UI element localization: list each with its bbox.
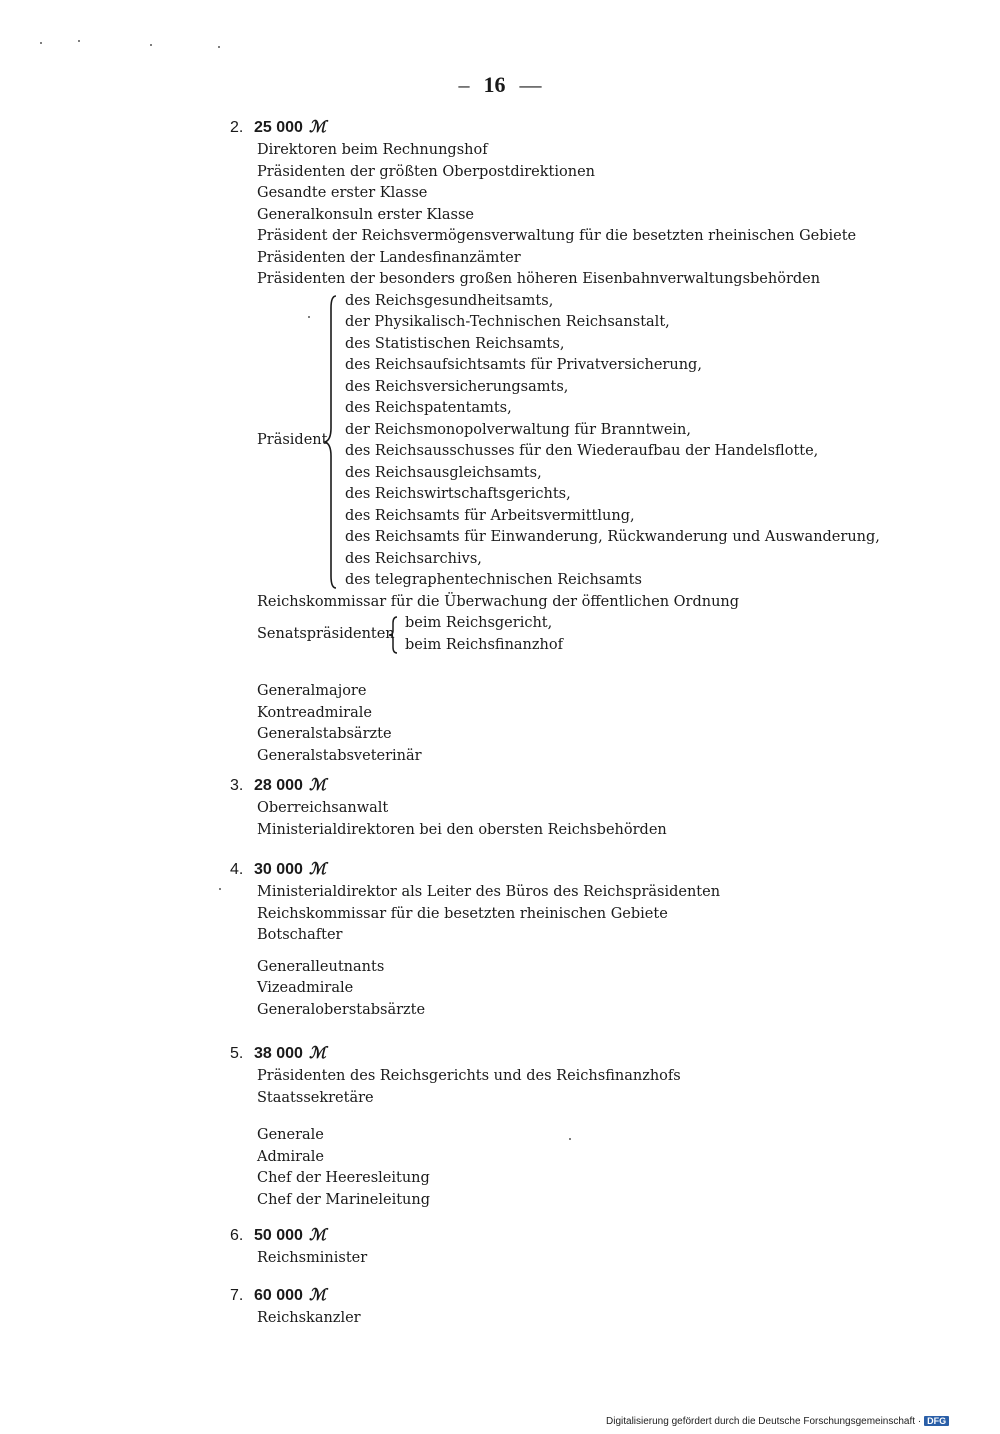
- list-item: Ministerialdirektoren bei den obersten Reichsbehörden: [257, 821, 667, 838]
- section-number: 6.: [230, 1227, 244, 1244]
- senat-list: [405, 613, 563, 656]
- section-number: 2.: [230, 119, 244, 136]
- list-item: der Reichsmonopolverwaltung für Branntwein,: [345, 421, 691, 438]
- section-5: [230, 1042, 681, 1211]
- dfg-logo: DFG: [924, 1416, 949, 1426]
- list-item: Botschafter: [257, 927, 343, 943]
- scan-speck: [78, 40, 80, 42]
- group-label: Präsident: [257, 431, 328, 448]
- list-item: Admirale: [257, 1148, 324, 1165]
- section-6: [230, 1224, 367, 1270]
- list-item: Präsidenten des Reichsgerichts und des Reichsfinanzhofs: [257, 1068, 681, 1084]
- currency-mark: ℳ: [308, 1045, 327, 1062]
- list-item: des Reichsversicherungsamts,: [345, 378, 569, 395]
- list-item: des Statistischen Reichsamts,: [345, 335, 565, 352]
- footer-credit: Digitalisierung gefördert durch die Deutsche Forschungsgemeinschaft · DFG: [606, 1416, 949, 1427]
- section-heading: [230, 116, 856, 140]
- section-3: [230, 774, 667, 841]
- list-item: Ministerialdirektor als Leiter des Büros des Reichspräsidenten: [257, 884, 721, 900]
- list-item: des telegraphentechnischen Reichsamts: [345, 572, 642, 588]
- list-item: Generalleutnants: [257, 958, 385, 975]
- spacer: [257, 1109, 681, 1125]
- section-heading: [230, 1042, 681, 1066]
- item-list: [257, 1308, 361, 1330]
- curly-brace-icon: [323, 294, 339, 590]
- scan-speck: [40, 42, 42, 44]
- scan-speck: [308, 316, 310, 318]
- list-item: des Reichsgesundheitsamts,: [345, 292, 554, 309]
- section-number: 7.: [230, 1287, 244, 1304]
- list-item: Generalkonsuln erster Klasse: [257, 206, 474, 223]
- salary-amount: 25 000: [254, 119, 303, 136]
- section-number: 4.: [230, 861, 244, 878]
- list-item: Generalstabsveterinär: [257, 747, 422, 764]
- list-item: Generalmajore: [257, 683, 367, 699]
- list-item: Kontreadmirale: [257, 704, 372, 721]
- page-number-value: 16: [483, 72, 506, 97]
- curly-brace-icon: [387, 616, 399, 654]
- list-item: des Reichsausgleichsamts,: [345, 464, 542, 481]
- item-list: [257, 1248, 367, 1270]
- salary-amount: 38 000: [254, 1045, 303, 1062]
- salary-amount: 50 000: [254, 1227, 303, 1244]
- item-list: [257, 798, 667, 841]
- section-heading: [230, 1224, 367, 1248]
- spacer: [257, 657, 856, 681]
- currency-mark: ℳ: [308, 861, 327, 878]
- section-number: 5.: [230, 1045, 244, 1062]
- list-item: Vizeadmirale: [257, 980, 354, 996]
- scan-speck: [219, 888, 221, 890]
- item-list: [257, 140, 880, 767]
- list-item: Generale: [257, 1127, 324, 1143]
- section-7: [230, 1284, 361, 1330]
- section-number: 3.: [230, 777, 244, 794]
- list-item: des Reichsausschusses für den Wiederaufbau der Handelsflotte,: [345, 443, 819, 459]
- dash-right: —: [519, 72, 542, 97]
- salary-amount: 28 000: [254, 777, 303, 794]
- list-item: des Reichsarchivs,: [345, 550, 482, 567]
- salary-amount: 60 000: [254, 1287, 303, 1304]
- section-4: [230, 858, 720, 1021]
- list-item: des Reichsamts für Arbeitsvermittlung,: [345, 507, 635, 524]
- list-item: Gesandte erster Klasse: [257, 185, 428, 201]
- list-item: Reichskommissar für die besetzten rheinischen Gebiete: [257, 905, 668, 922]
- footer-text: Digitalisierung gefördert durch die Deutsche Forschungsgemeinschaft: [606, 1416, 916, 1427]
- section-heading: [230, 1284, 361, 1308]
- salary-amount: 30 000: [254, 861, 303, 878]
- list-item: des Reichsamts für Einwanderung, Rückwanderung und Auswanderung,: [345, 529, 880, 545]
- section-heading: [230, 774, 667, 798]
- list-item: Generaloberstabsärzte: [257, 1001, 426, 1018]
- currency-mark: ℳ: [308, 1287, 327, 1304]
- senat-group: [257, 613, 856, 657]
- list-item: Direktoren beim Rechnungshof: [257, 142, 488, 158]
- scan-speck: [150, 44, 152, 46]
- list-item: des Reichsaufsichtsamts für Privatversicherung,: [345, 357, 702, 373]
- list-item: beim Reichsgericht,: [405, 615, 553, 631]
- dash-left: –: [458, 72, 470, 97]
- scan-speck: [569, 1138, 571, 1140]
- list-item: Chef der Marineleitung: [257, 1191, 431, 1208]
- list-item: Präsidenten der größten Oberpostdirektionen: [257, 163, 595, 180]
- currency-mark: ℳ: [308, 1227, 327, 1244]
- currency-mark: ℳ: [308, 777, 327, 794]
- list-item: Präsidenten der besonders großen höheren Eisenbahnverwaltungsbehörden: [257, 271, 821, 287]
- list-item: beim Reichsfinanzhof: [405, 636, 563, 653]
- list-item: Reichskommissar für die Überwachung der öffentlichen Ordnung: [257, 593, 740, 610]
- section-heading: [230, 858, 720, 882]
- list-item: des Reichspatentamts,: [345, 400, 512, 416]
- item-list: [257, 882, 720, 1021]
- list-item: des Reichswirtschaftsgerichts,: [345, 486, 571, 502]
- list-item: Staatssekretäre: [257, 1089, 374, 1106]
- list-item: Generalstabsärzte: [257, 726, 392, 742]
- list-item: Chef der Heeresleitung: [257, 1170, 430, 1186]
- list-item: Reichskanzler: [257, 1310, 361, 1326]
- scan-speck: [218, 46, 220, 48]
- group-label: Senatspräsidenten: [257, 626, 395, 642]
- item-list: [257, 1066, 681, 1211]
- section-2: [230, 116, 880, 767]
- list-item: Reichsminister: [257, 1250, 368, 1266]
- praesident-list: [345, 291, 880, 592]
- list-item: Präsident der Reichsvermögensverwaltung für die besetzten rheinischen Gebiete: [257, 228, 857, 244]
- list-item: Präsidenten der Landesfinanzämter: [257, 249, 521, 266]
- praesident-group: [257, 291, 880, 592]
- currency-mark: ℳ: [308, 119, 327, 136]
- spacer: [257, 947, 720, 957]
- list-item: Oberreichsanwalt: [257, 800, 389, 816]
- page-number: [0, 72, 1000, 98]
- list-item: der Physikalisch-Technischen Reichsanstalt,: [345, 314, 670, 330]
